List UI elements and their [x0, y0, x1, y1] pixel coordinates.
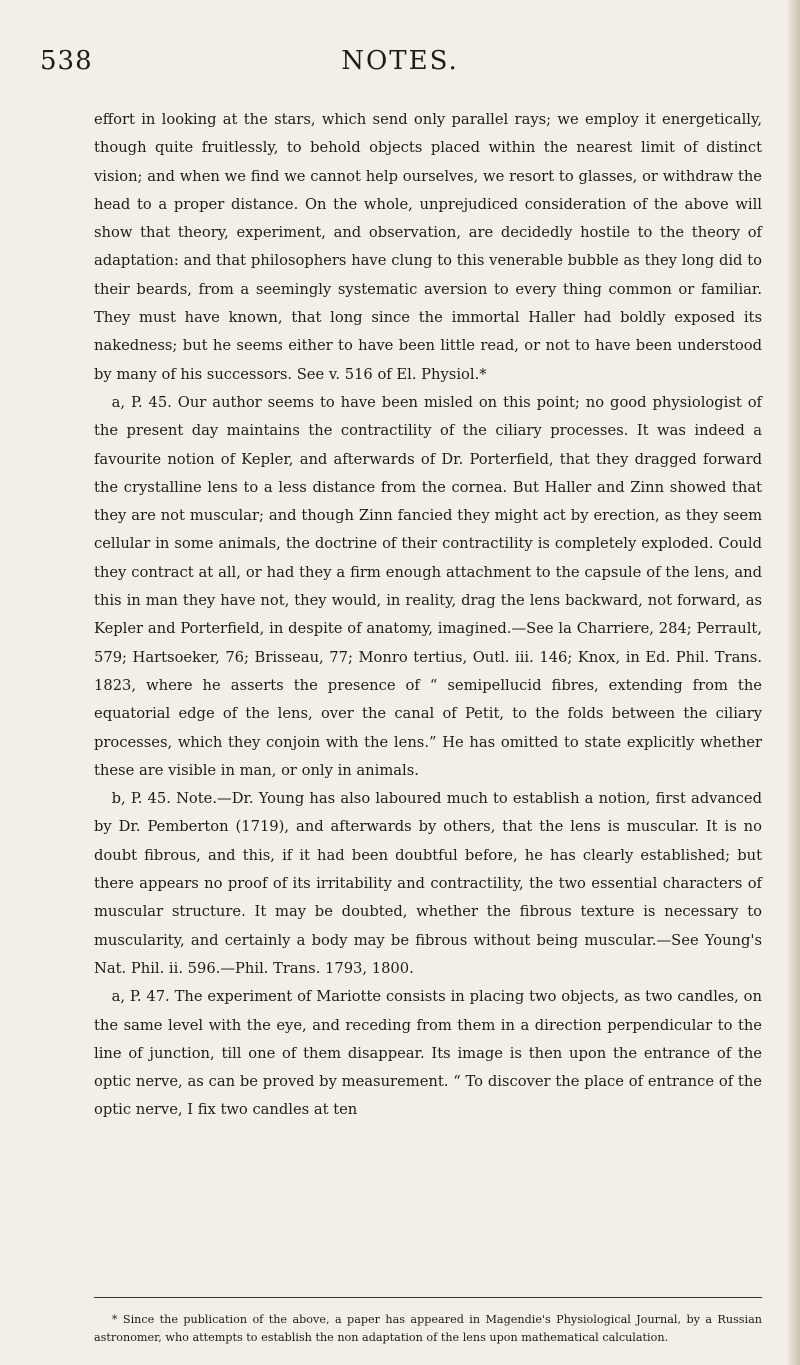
body-text	[94, 106, 762, 1125]
page-header	[40, 46, 760, 86]
page-number: 538	[40, 46, 93, 76]
paragraph-continuation: effort in looking at the stars, which send only parallel rays; we employ it energetically, though quite fruitlessly, to behold objects placed within the nearest limit of distinct vision; and when we find we cannot help ourselves, we resort to glasses, or withdraw the head to a proper distance. On the whole, unprejudiced consideration of the above will show that theory, experiment, and observation, are decidedly hostile to the theory of adaptation: and that philosophers have clung to this venerable bubble as they long did to their beards, from a seemingly systematic aversion to every thing common or familiar. They must have known, that long since the immortal Haller had boldly exposed its nakedness; but he seems either to have been little read, or not to have been understood by many of his successors. See v. 516 of El. Physiol.*	[94, 111, 762, 383]
footnote-rule	[94, 1297, 762, 1298]
page-edge-shadow	[786, 0, 800, 1365]
note-a-p45: a, P. 45. Our author seems to have been misled on this point; no good physiologist of the present day maintains the contractility of the ciliary processes. It was indeed a favourite notion of Kepler, and afterwards of Dr. Porterfield, that they dragged forward the crystalline lens to a less distance from the cornea. But Haller and Zinn showed that they are not muscular; and though Zinn fancied they might act by erection, as they seem cellular in some animals, the doctrine of their contractility is completely exploded. Could they contract at all, or had they a firm enough attachment to the capsule of the lens, and this in man they have not, they would, in reality, drag the lens backward, not forward, as Kepler and Porterfield, in despite of anatomy, imagined.—See la Charriere, 284; Perrault, 579; Hartsoeker, 76; Brisseau, 77; Monro tertius, Outl. iii. 146; Knox, in Ed. Phil. Trans. 1823, where he asserts the presence of “ semipellucid fibres, extending from the equatorial edge of the lens, over the canal of Petit, to the folds between the ciliary processes, which they conjoin with the lens.” He has omitted to state explicitly whether these are visible in man, or only in animals.	[94, 393, 762, 779]
note-b-p45: b, P. 45. Note.—Dr. Young has also laboured much to establish a notion, first advanced by Dr. Pemberton (1719), and afterwards by others, that the lens is muscular. It is no doubt fibrous, and this, if it had been doubtful before, he has clearly established; but there appears no proof of its irritability and contractility, the two essential characters of muscular structure. It may be doubted, whether the fibrous texture is necessary to muscularity, and certainly a body may be fibrous without being muscular.—See Young's Nat. Phil. ii. 596.—Phil. Trans. 1793, 1800.	[94, 790, 762, 977]
footnote: * Since the publication of the above, a paper has appeared in Magendie's Physiological Journal, by a Russian astronomer, who attempts to establish the non adaptation of the lens upon mathematical calculation.	[94, 1313, 762, 1344]
running-head: NOTES.	[341, 46, 459, 76]
note-a-p47: a, P. 47. The experiment of Mariotte consists in placing two objects, as two candles, on the same level with the eye, and receding from them in a direction perpendicular to the line of junction, till one of them disappear. Its image is then upon the entrance of the optic nerve, as can be proved by measurement. “ To discover the place of entrance of the optic nerve, I fix two candles at ten	[94, 988, 762, 1119]
